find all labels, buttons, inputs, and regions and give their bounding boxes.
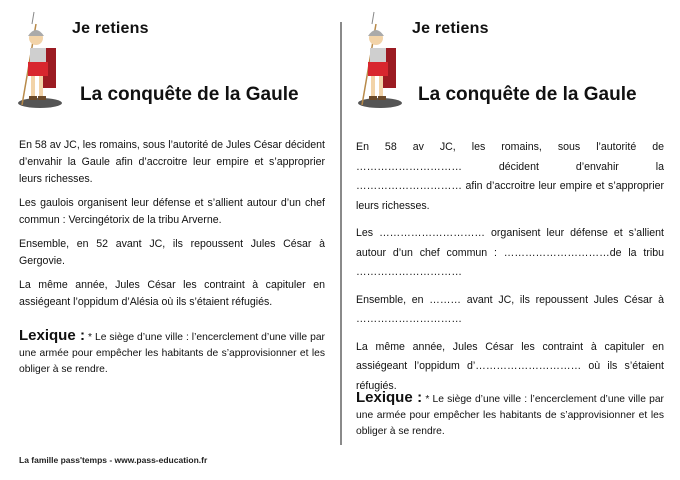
- lesson-body-fill-in: [356, 138, 664, 404]
- roman-soldier-icon: [354, 10, 406, 110]
- lexique-block: [19, 328, 325, 378]
- roman-soldier-icon: [14, 10, 66, 110]
- paragraph: En 58 av JC, les romains, sous l’autorité de Jules César décident d’envahir la Gaule afin d’accroitre leur empire et s’approprier leurs richesses.: [19, 139, 325, 185]
- section-heading: Je retiens: [412, 20, 489, 37]
- lexique-definition: * Le siège d’une ville : l’encerclement d’une ville par une armée pour empêcher les habitants de s’approvisionner et les obliger à se rendre.: [19, 332, 325, 375]
- paragraph: Les gaulois organisent leur défense et s’allient autour d’un chef commun : Vercingétorix de la tribu Arverne.: [19, 197, 325, 226]
- lesson-title: La conquête de la Gaule: [418, 84, 637, 105]
- section-heading: Je retiens: [72, 20, 149, 37]
- paragraph: Les ………………………… organisent leur défense et s’allient autour d’un chef commun : …………………………de la tribu …………………………: [356, 227, 664, 278]
- paragraph: En 58 av JC, les romains, sous l’autorité de ………………………… décident d’envahir la ………………………… afin d’accroitre leur empire et s’approprier leurs richesses.: [356, 141, 664, 212]
- lesson-title: La conquête de la Gaule: [80, 84, 299, 105]
- paragraph: Ensemble, en ……… avant JC, ils repoussent Jules César à …………………………: [356, 293, 664, 325]
- lesson-body: [19, 137, 325, 318]
- lexique-label: Lexique :: [356, 389, 423, 406]
- paragraph: Ensemble, en 52 avant JC, ils repoussent Jules César à Gergovie.: [19, 238, 325, 267]
- lexique-label: Lexique :: [19, 327, 85, 344]
- paragraph: La même année, Jules César les contraint à capituler en assiégeant l’oppidum d’………………………… où ils s’étaient réfugiés.: [356, 340, 664, 392]
- footer-credit: La famille pass'temps - www.pass-education.fr: [19, 455, 208, 465]
- lexique-definition: * Le siège d’une ville : l’encerclement d’une ville par une armée pour empêcher les habitants de s’approvisionner et les obliger à se rendre.: [356, 394, 664, 437]
- lesson-panel-fill-in: [340, 0, 680, 480]
- lexique-block: [356, 390, 664, 440]
- paragraph: La même année, Jules César les contraint à capituler en assiégeant l’oppidum d’Alésia où ils s’étaient réfugiés.: [19, 279, 325, 308]
